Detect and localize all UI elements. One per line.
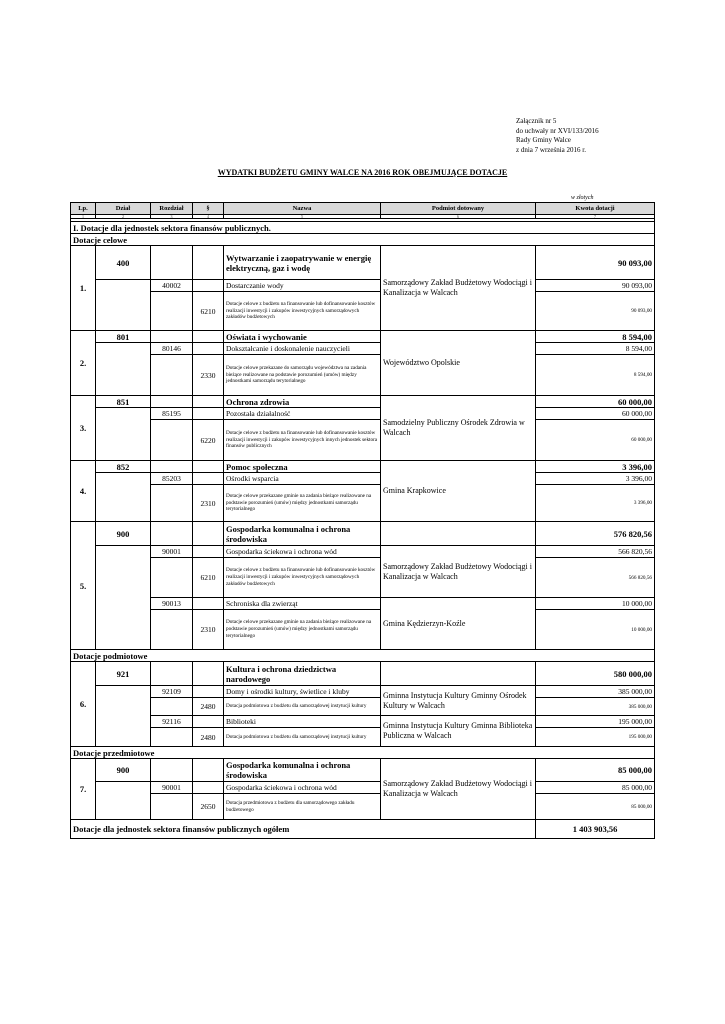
paragraph-code: 2310 — [193, 485, 224, 522]
col-number: 3 — [151, 215, 193, 219]
paragraph-code: 2310 — [193, 610, 224, 650]
paragraph-row — [71, 610, 655, 650]
paragraph-row — [71, 420, 655, 461]
paragraph-amount: 195 000,00 — [536, 728, 655, 747]
paragraph-name: Dotacja podmiotowa z budżetu dla samorządowej instytucji kultury — [224, 698, 381, 716]
header-row — [71, 203, 655, 215]
dzial-row — [71, 522, 655, 546]
paragraph-code: 2650 — [193, 794, 224, 820]
rozdzial-code: 90001 — [151, 546, 193, 558]
paragraph-row — [71, 728, 655, 747]
dzial-row — [71, 331, 655, 343]
currency-unit: w złotych — [571, 195, 594, 201]
dzial-code: 921 — [96, 662, 151, 686]
rozdzial-amount: 8 594,00 — [536, 343, 655, 355]
annex-line: Załącznik nr 5 — [516, 117, 557, 125]
rozdzial-name: Dokształcanie i doskonalenie nauczycieli — [224, 343, 381, 355]
item-lp: 7. — [71, 759, 96, 820]
dzial-amount: 576 820,56 — [536, 522, 655, 546]
rozdzial-row — [71, 408, 655, 420]
total-amount: 1 403 903,56 — [536, 820, 655, 839]
item-lp: 1. — [71, 246, 96, 331]
col-header-lp: Lp. — [71, 203, 96, 215]
rozdzial-name: Gospodarka ściekowa i ochrona wód — [224, 782, 381, 794]
dzial-name: Ochrona zdrowia — [224, 396, 381, 408]
rozdzial-name: Schroniska dla zwierząt — [224, 598, 381, 610]
rozdzial-name: Dostarczanie wody — [224, 280, 381, 292]
rozdzial-row — [71, 716, 655, 728]
item-lp: 2. — [71, 331, 96, 396]
rozdzial-code: 92116 — [151, 716, 193, 728]
rozdzial-row — [71, 782, 655, 794]
beneficiary: Gminna Instytucja Kultury Gminny Ośrodek Kultury w Walcach — [381, 686, 536, 716]
dzial-row — [71, 759, 655, 782]
dzial-amount: 85 000,00 — [536, 759, 655, 782]
item-lp: 5. — [71, 522, 96, 650]
beneficiary: Samorządowy Zakład Budżetowy Wodociągi i Kanalizacja w Walcach — [381, 759, 536, 820]
dzial-row — [71, 662, 655, 686]
col-header-paragraph: § — [193, 203, 224, 215]
col-header-nazwa: Nazwa — [224, 203, 381, 215]
rozdzial-code: 90013 — [151, 598, 193, 610]
dzial-name: Gospodarka komunalna i ochrona środowiska — [224, 759, 381, 782]
paragraph-code: 2330 — [193, 355, 224, 396]
paragraph-name: Dotacje celowe z budżetu na finansowanie lub dofinansowanie kosztów realizacji inwestycji i zakupów inwestycyjnych innych jednostek sektora finansów publicznych — [224, 420, 381, 461]
paragraph-name: Dotacje celowe z budżetu na finansowanie lub dofinansowanie kosztów realizacji inwestycji i zakupów inwestycyjnych samorządowych zakładów budżetowych — [224, 558, 381, 598]
total-row — [71, 820, 655, 839]
rozdzial-name: Gospodarka ściekowa i ochrona wód — [224, 546, 381, 558]
paragraph-code: 6210 — [193, 292, 224, 331]
col-number: 2 — [96, 215, 151, 219]
subsidies-table — [70, 202, 655, 839]
col-number: 5 — [224, 215, 381, 219]
rozdzial-amount: 3 396,00 — [536, 473, 655, 485]
rozdzial-name: Ośrodki wsparcia — [224, 473, 381, 485]
dzial-code: 400 — [96, 246, 151, 280]
rozdzial-name: Pozostała działalność — [224, 408, 381, 420]
beneficiary: Gmina Kędzierzyn-Koźle — [381, 598, 536, 650]
rozdzial-row — [71, 686, 655, 698]
section-title: I. Dotacje dla jednostek sektora finansów publicznych. — [71, 222, 655, 234]
beneficiary: Samodzielny Publiczny Ośrodek Zdrowia w Walcach — [381, 396, 536, 461]
rozdzial-name: Biblioteki — [224, 716, 381, 728]
paragraph-amount: 8 594,00 — [536, 355, 655, 396]
item-lp: 4. — [71, 461, 96, 522]
item-lp: 6. — [71, 662, 96, 747]
rozdzial-amount: 85 000,00 — [536, 782, 655, 794]
dzial-name: Pomoc społeczna — [224, 461, 381, 473]
dzial-row — [71, 396, 655, 408]
rozdzial-amount: 90 093,00 — [536, 280, 655, 292]
rozdzial-code: 92109 — [151, 686, 193, 698]
rozdzial-amount: 195 000,00 — [536, 716, 655, 728]
paragraph-amount: 566 820,56 — [536, 558, 655, 598]
rozdzial-row — [71, 546, 655, 558]
paragraph-amount: 10 000,00 — [536, 610, 655, 650]
dzial-amount: 60 000,00 — [536, 396, 655, 408]
annex-line: Rady Gminy Walce — [516, 136, 571, 144]
paragraph-name: Dotacja podmiotowa z budżetu dla samorządowej instytucji kultury — [224, 728, 381, 747]
rozdzial-amount: 566 820,56 — [536, 546, 655, 558]
paragraph-name: Dotacje celowe przekazane do samorządu województwa na zadania bieżące realizowane na podstawie porozumień (umów) między jednostkami samorządu terytorialnego — [224, 355, 381, 396]
beneficiary: Gminna Instytucja Kultury Gminna Biblioteka Publiczna w Walcach — [381, 716, 536, 747]
dzial-amount: 3 396,00 — [536, 461, 655, 473]
paragraph-code: 6220 — [193, 420, 224, 461]
dzial-name: Wytwarzanie i zaopatrywanie w energię elektryczną, gaz i wodę — [224, 246, 381, 280]
paragraph-code: 2480 — [193, 698, 224, 716]
dzial-code: 852 — [96, 461, 151, 473]
dzial-code: 900 — [96, 522, 151, 546]
category-row — [71, 747, 655, 759]
paragraph-name: Dotacje celowe przekazane gminie na zadania bieżące realizowane na podstawie porozumień (umów) między jednostkami samorządu terytorialnego — [224, 485, 381, 522]
col-header-rozdzial: Rozdział — [151, 203, 193, 215]
document-title: WYDATKI BUDŻETU GMINY WALCE NA 2016 ROK OBEJMUJĄCE DOTACJE — [217, 168, 508, 177]
dzial-amount: 580 000,00 — [536, 662, 655, 686]
paragraph-name: Dotacja przedmiotowa z budżetu dla samorządowego zakładu budżetowego — [224, 794, 381, 820]
paragraph-name: Dotacje celowe przekazane gminie na zadania bieżące realizowane na podstawie porozumień (umów) między jednostkami samorządu terytorialnego — [224, 610, 381, 650]
annex-line: z dnia 7 września 2016 r. — [516, 145, 586, 154]
rozdzial-name: Domy i ośrodki kultury, świetlice i kluby — [224, 686, 381, 698]
category-podmiotowe: Dotacje podmiotowe — [71, 650, 655, 662]
rozdzial-amount: 10 000,00 — [536, 598, 655, 610]
rozdzial-code: 40002 — [151, 280, 193, 292]
category-przedmiotowe: Dotacje przedmiotowe — [71, 747, 655, 759]
dzial-name: Gospodarka komunalna i ochrona środowiska — [224, 522, 381, 546]
paragraph-row — [71, 292, 655, 331]
rozdzial-code: 85195 — [151, 408, 193, 420]
dzial-name: Kultura i ochrona dziedzictwa narodowego — [224, 662, 381, 686]
dzial-amount: 8 594,00 — [536, 331, 655, 343]
paragraph-name: Dotacje celowe z budżetu na finansowanie lub dofinansowanie kosztów realizacji inwestycji i zakupów inwestycyjnych samorządowych zakładów budżetowych — [224, 292, 381, 331]
paragraph-row — [71, 698, 655, 716]
col-number: 4 — [193, 215, 224, 219]
beneficiary: Gmina Krapkowice — [381, 461, 536, 522]
dzial-name: Oświata i wychowanie — [224, 331, 381, 343]
rozdzial-row — [71, 598, 655, 610]
annex-line: do uchwały nr XVI/133/2016 — [516, 126, 599, 135]
item-lp: 3. — [71, 396, 96, 461]
col-number: 1 — [71, 215, 96, 219]
dzial-row — [71, 246, 655, 280]
dzial-code: 801 — [96, 331, 151, 343]
category-celowe: Dotacje celowe — [71, 234, 655, 246]
paragraph-row — [71, 355, 655, 396]
col-number: 6 — [381, 215, 536, 219]
col-number: 7 — [536, 215, 655, 219]
paragraph-row — [71, 558, 655, 598]
annex-reference — [516, 117, 599, 155]
rozdzial-amount: 385 000,00 — [536, 686, 655, 698]
rozdzial-code: 85203 — [151, 473, 193, 485]
total-label: Dotacje dla jednostek sektora finansów publicznych ogółem — [71, 820, 536, 839]
dzial-row — [71, 461, 655, 473]
beneficiary: Województwo Opolskie — [381, 331, 536, 396]
paragraph-row — [71, 794, 655, 820]
rozdzial-code: 90001 — [151, 782, 193, 794]
section-row — [71, 222, 655, 234]
col-header-dzial: Dział — [96, 203, 151, 215]
col-header-podmiot: Podmiot dotowany — [381, 203, 536, 215]
paragraph-amount: 90 093,00 — [536, 292, 655, 331]
paragraph-amount: 85 000,00 — [536, 794, 655, 820]
rozdzial-amount: 60 000,00 — [536, 408, 655, 420]
rozdzial-row — [71, 343, 655, 355]
rozdzial-row — [71, 280, 655, 292]
dzial-code: 851 — [96, 396, 151, 408]
paragraph-amount: 385 000,00 — [536, 698, 655, 716]
category-row — [71, 650, 655, 662]
dzial-code: 900 — [96, 759, 151, 782]
paragraph-code: 6210 — [193, 558, 224, 598]
rozdzial-row — [71, 473, 655, 485]
col-header-kwota: Kwota dotacji — [536, 203, 655, 215]
beneficiary: Samorządowy Zakład Budżetowy Wodociągi i Kanalizacja w Walcach — [381, 546, 536, 598]
paragraph-code: 2480 — [193, 728, 224, 747]
paragraph-amount: 60 000,00 — [536, 420, 655, 461]
paragraph-amount: 3 396,00 — [536, 485, 655, 522]
paragraph-row — [71, 485, 655, 522]
beneficiary: Samorządowy Zakład Budżetowy Wodociągi i Kanalizacja w Walcach — [381, 246, 536, 331]
rozdzial-code: 80146 — [151, 343, 193, 355]
dzial-amount: 90 093,00 — [536, 246, 655, 280]
category-row — [71, 234, 655, 246]
